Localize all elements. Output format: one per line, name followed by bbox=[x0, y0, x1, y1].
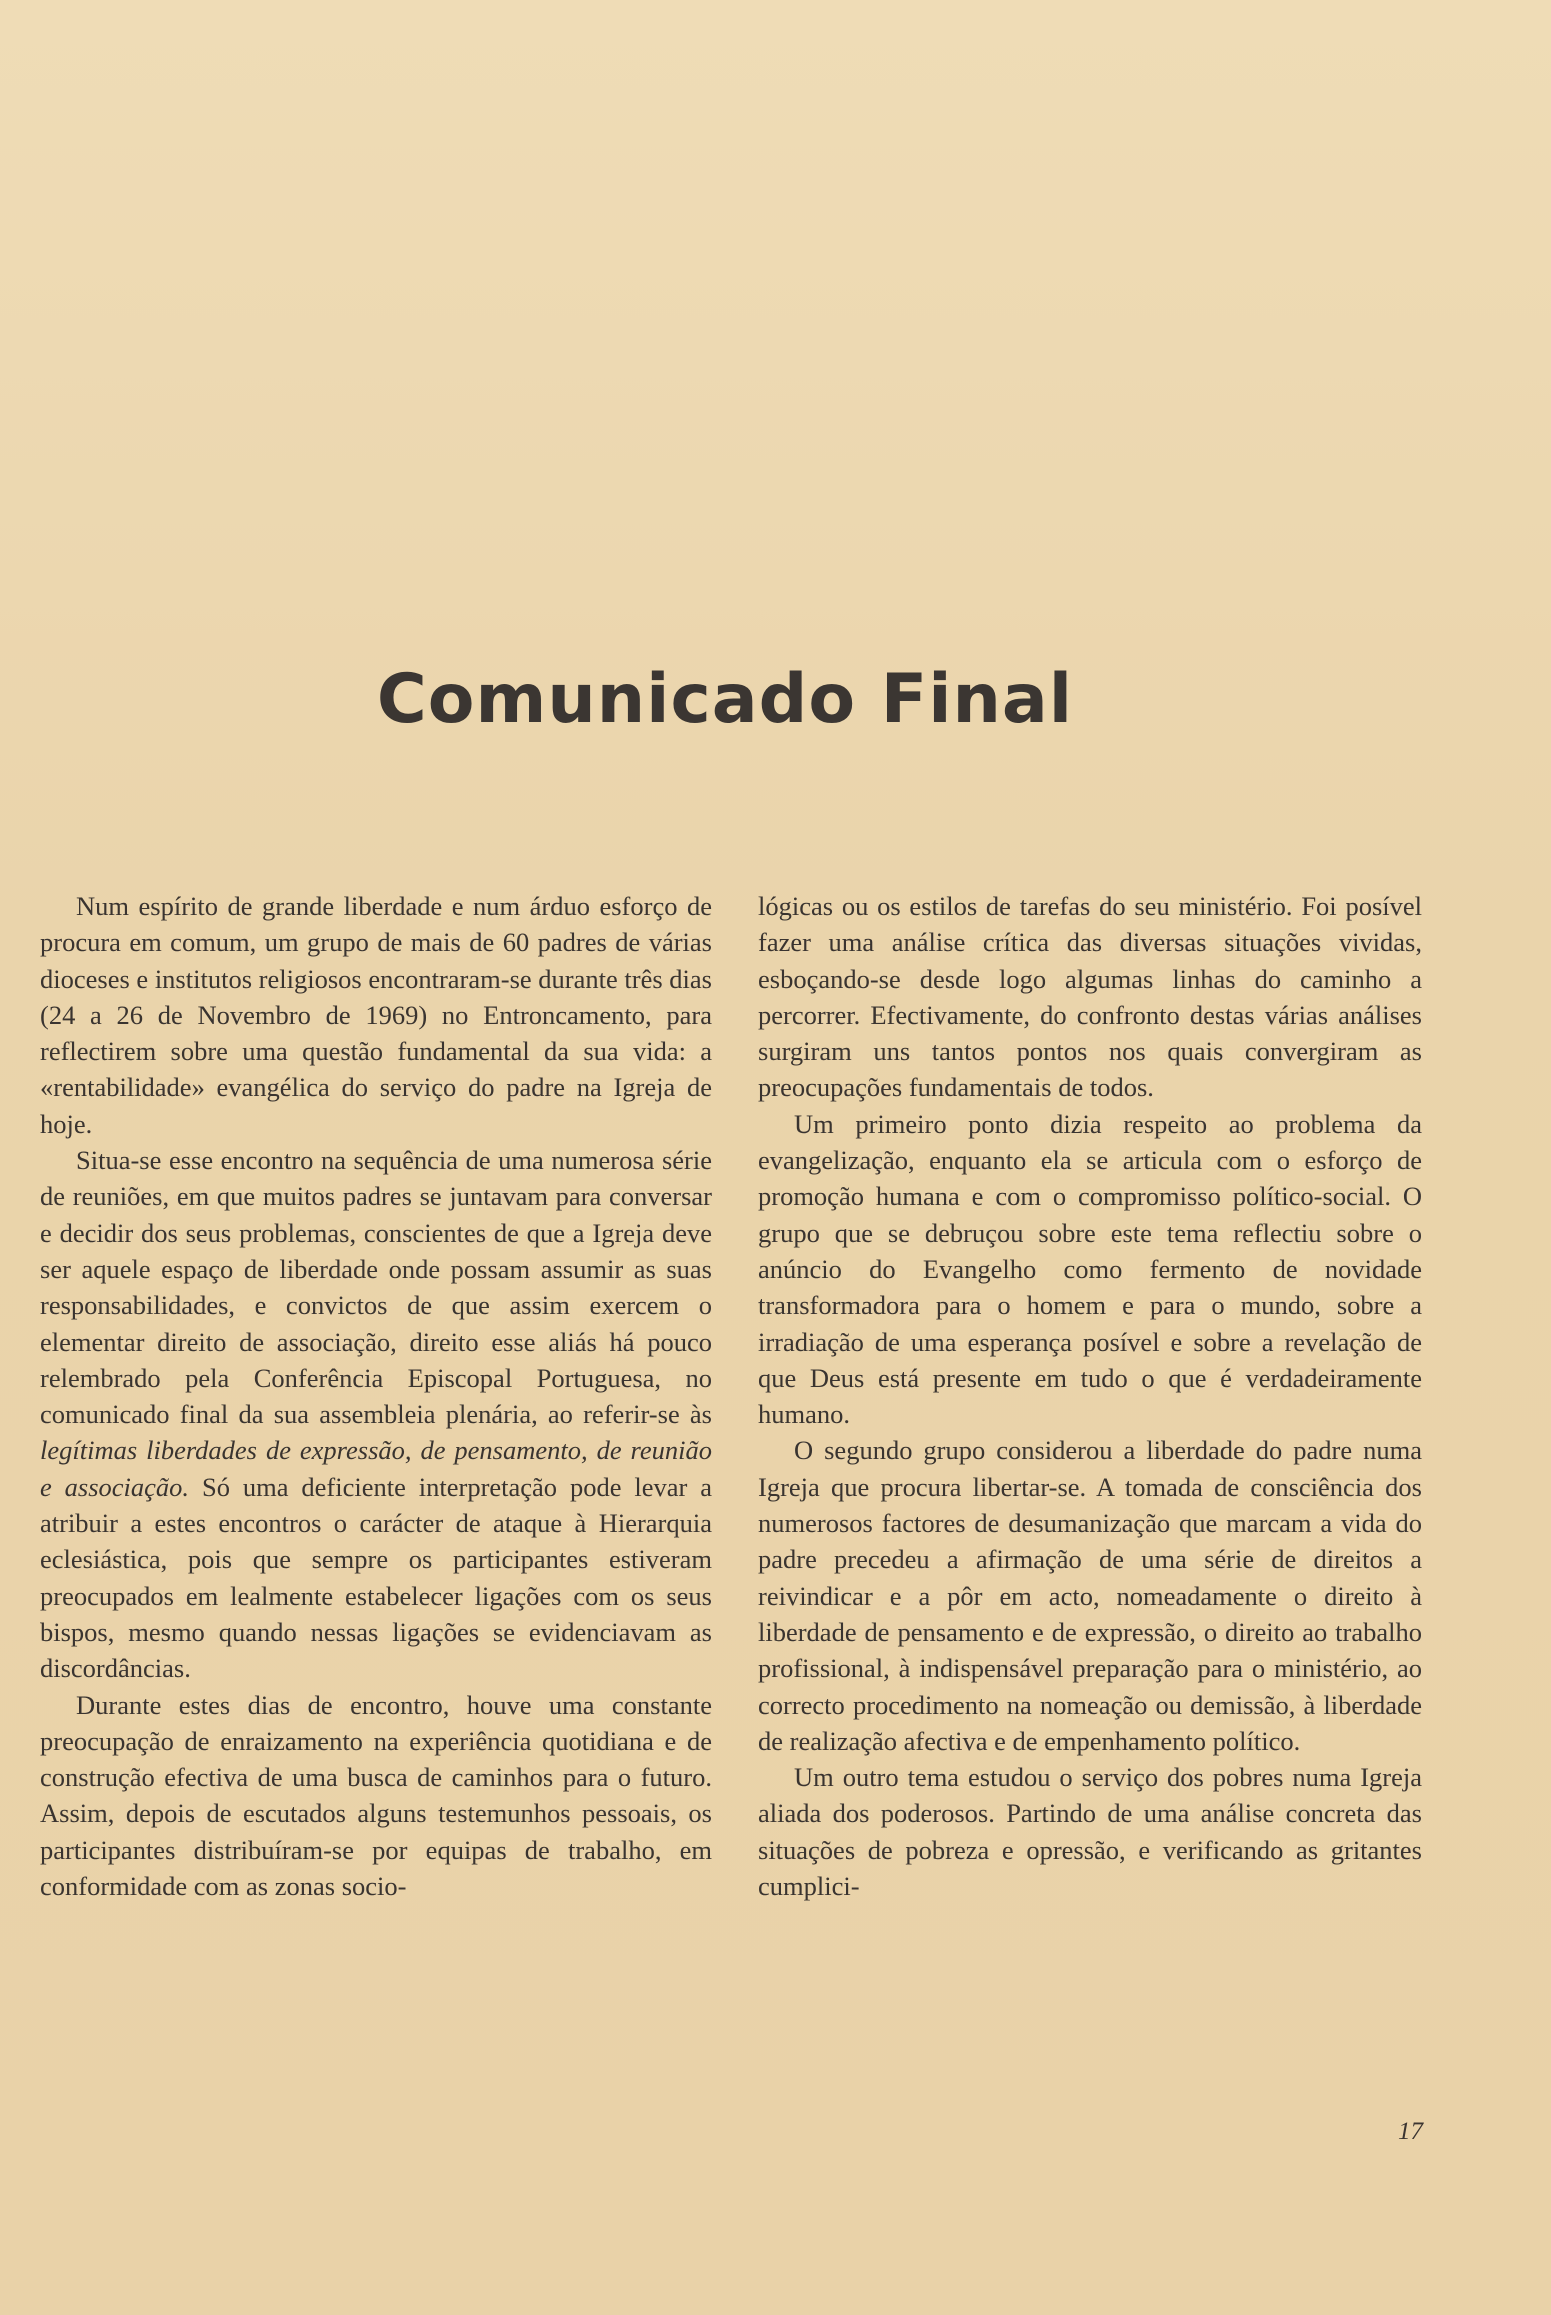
right-column bbox=[758, 888, 1422, 1904]
paragraph: lógicas ou os estilos de tarefas do seu ministério. Foi posível fazer uma análise crítica das diversas situações vividas, esboçando-se desde logo algumas linhas do caminho a percorrer. Efectivamente, do confronto destas várias análises surgiram uns tantos pontos nos quais convergiram as preocupações fundamentais de todos. bbox=[758, 891, 1422, 1103]
italic-quote: legítimas liberdades de expressão, de pensamento, de reunião e associação. bbox=[40, 1435, 712, 1502]
paragraph: Num espírito de grande liberdade e num árduo esforço de procura em comum, um grupo de mais de 60 padres de várias dioceses e institutos religiosos encontraram-se durante três dias (24 a 26 de Novembro de 1969) no Entroncamento, para reflectirem sobre uma questão fundamental da sua vida: a «rentabilidade» evangélica do serviço do padre na Igreja de hoje. bbox=[40, 891, 712, 1139]
paragraph: Um primeiro ponto dizia respeito ao problema da evangelização, enquanto ela se articula com o esforço de promoção humana e com o compromisso político-social. O grupo que se debruçou sobre este tema reflectiu sobre o anúncio do Evangelho como fermento de novidade transformadora para o homem e para o mundo, sobre a irradiação de uma esperança posível e sobre a revelação de que Deus está presente em tudo o que é verdadeiramente humano. bbox=[758, 1108, 1422, 1430]
left-column bbox=[40, 888, 712, 1904]
page-title: Comunicado Final bbox=[376, 660, 1074, 739]
paragraph bbox=[40, 1142, 712, 1686]
paragraph-text: Situa-se esse encontro na sequência de uma numerosa série de reuniões, em que muitos padres se juntavam para conversar e decidir dos seus problemas, conscientes de que a Igreja deve ser aquele espaço de liberdade onde possam assumir as suas responsabilidades, e convictos de que assim exercem o elementar direito de associação, direito esse aliás há pouco relembrado pela Conferência Episcopal Portuguesa, no comunicado final da sua assembleia plenária, ao referir-se às bbox=[40, 1145, 712, 1430]
page-number: 17 bbox=[1398, 2118, 1423, 2145]
paragraph: Durante estes dias de encontro, houve uma constante preocupação de enraizamento na experiência quotidiana e de construção efectiva de uma busca de caminhos para o futuro. Assim, depois de escutados alguns testemunhos pessoais, os participantes distribuíram-se por equipas de trabalho, em conformidade com as zonas socio- bbox=[40, 1689, 712, 1902]
paragraph: Um outro tema estudou o serviço dos pobres numa Igreja aliada dos poderosos. Partindo de uma análise concreta das situações de pobreza e opressão, e verificando as gritantes cumplici- bbox=[758, 1762, 1422, 1902]
paragraph: O segundo grupo considerou a liberdade do padre numa Igreja que procura libertar-se. A tomada de consciência dos numerosos factores de desumanização que marcam a vida do padre precedeu a afirmação de uma série de direitos a reivindicar e a pôr em acto, nomeadamente o direito à liberdade de pensamento e de expressão, o direito ao trabalho profissional, à indispensável preparação para o ministério, ao correcto procedimento na nomeação ou demissão, à liberdade de realização afectiva e de empenhamento político. bbox=[758, 1435, 1422, 1756]
paragraph-text: Só uma deficiente interpretação pode levar a atribuir a estes encontros o carácter de ataque à Hierarquia eclesiástica, pois que sempre os participantes estiveram preocupados em lealmente estabelecer ligações com os seus bispos, mesmo quando nessas ligações se evidenciavam as discordâncias. bbox=[40, 1471, 712, 1684]
